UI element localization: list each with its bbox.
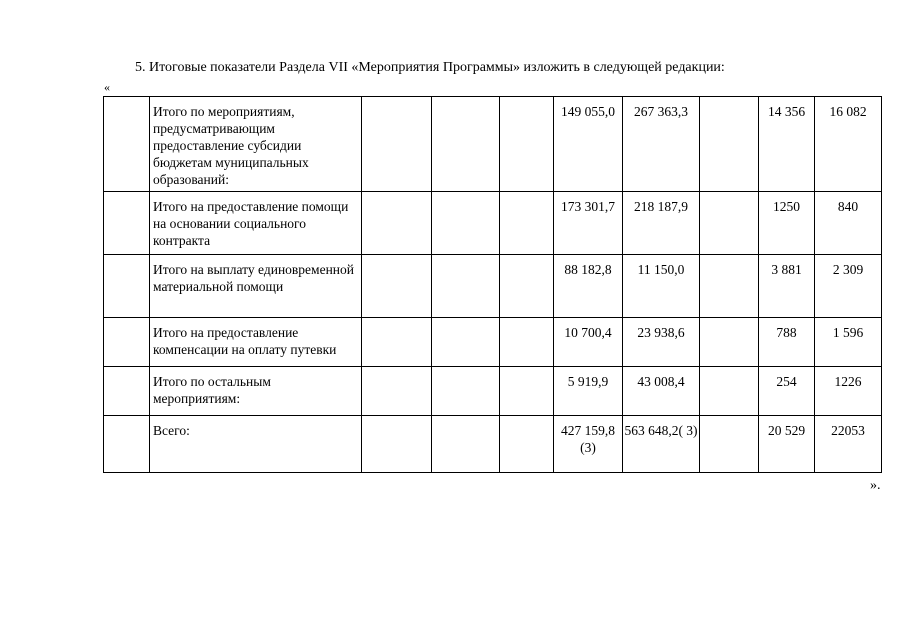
value-cell: 22053 <box>815 416 882 473</box>
row-label: Итого по мероприятиям, предусматривающим предоставление субсидии бюджетам муниципальных образований: <box>150 97 362 192</box>
section-heading: 5. Итоговые показатели Раздела VII «Мероприятия Программы» изложить в следующей редакции: <box>135 60 725 75</box>
value-cell: 16 082 <box>815 97 882 192</box>
totals-table <box>103 96 882 473</box>
row-label: Итого на выплату единовременной материальной помощи <box>150 255 362 318</box>
empty-cell <box>432 367 500 416</box>
value-cell: 218 187,9 <box>623 192 700 255</box>
table-row <box>104 192 882 255</box>
value-cell: 14 356 <box>759 97 815 192</box>
empty-cell <box>104 318 150 367</box>
row-label: Итого по остальным мероприятиям: <box>150 367 362 416</box>
value-cell: 1 596 <box>815 318 882 367</box>
empty-cell <box>700 416 759 473</box>
empty-cell <box>104 255 150 318</box>
empty-cell <box>432 416 500 473</box>
empty-cell <box>500 318 554 367</box>
value-cell: 788 <box>759 318 815 367</box>
empty-cell <box>500 416 554 473</box>
value-cell: 5 919,9 <box>554 367 623 416</box>
empty-cell <box>700 318 759 367</box>
value-cell: 23 938,6 <box>623 318 700 367</box>
value-cell: 43 008,4 <box>623 367 700 416</box>
table-row <box>104 318 882 367</box>
row-label: Итого на предоставление компенсации на оплату путевки <box>150 318 362 367</box>
empty-cell <box>362 192 432 255</box>
value-cell: 88 182,8 <box>554 255 623 318</box>
value-cell: 427 159,8 (3) <box>554 416 623 473</box>
value-cell: 11 150,0 <box>623 255 700 318</box>
table-row <box>104 97 882 192</box>
empty-cell <box>104 367 150 416</box>
value-cell: 1250 <box>759 192 815 255</box>
empty-cell <box>500 367 554 416</box>
table-row <box>104 255 882 318</box>
value-cell: 1226 <box>815 367 882 416</box>
empty-cell <box>362 255 432 318</box>
value-cell: 2 309 <box>815 255 882 318</box>
value-cell: 10 700,4 <box>554 318 623 367</box>
table-row <box>104 416 882 473</box>
value-cell: 173 301,7 <box>554 192 623 255</box>
value-cell: 149 055,0 <box>554 97 623 192</box>
empty-cell <box>700 97 759 192</box>
value-cell: 267 363,3 <box>623 97 700 192</box>
empty-cell <box>104 192 150 255</box>
empty-cell <box>104 97 150 192</box>
empty-cell <box>700 367 759 416</box>
value-cell: 3 881 <box>759 255 815 318</box>
empty-cell <box>700 192 759 255</box>
empty-cell <box>432 318 500 367</box>
empty-cell <box>432 192 500 255</box>
empty-cell <box>362 318 432 367</box>
empty-cell <box>500 192 554 255</box>
value-cell: 254 <box>759 367 815 416</box>
empty-cell <box>104 416 150 473</box>
empty-cell <box>500 97 554 192</box>
empty-cell <box>432 97 500 192</box>
opening-quote-mark: « <box>104 80 110 94</box>
empty-cell <box>700 255 759 318</box>
value-cell: 840 <box>815 192 882 255</box>
empty-cell <box>362 367 432 416</box>
empty-cell <box>432 255 500 318</box>
empty-cell <box>500 255 554 318</box>
row-label: Всего: <box>150 416 362 473</box>
value-cell: 563 648,2( 3) <box>623 416 700 473</box>
empty-cell <box>362 97 432 192</box>
closing-quote-mark: ». <box>870 478 881 493</box>
empty-cell <box>362 416 432 473</box>
table-row <box>104 367 882 416</box>
value-cell: 20 529 <box>759 416 815 473</box>
row-label: Итого на предоставление помощи на основании социального контракта <box>150 192 362 255</box>
